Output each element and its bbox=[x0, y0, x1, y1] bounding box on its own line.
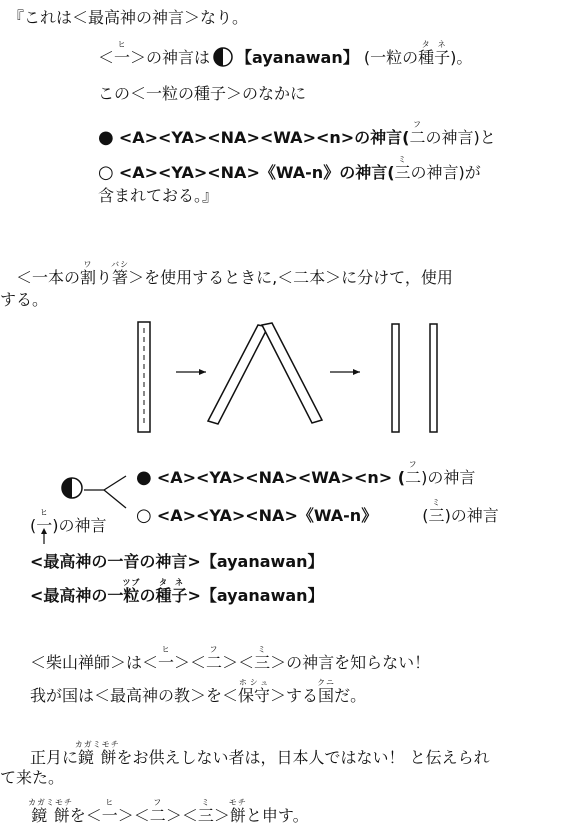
kagami-line-3: 鏡餅カガミモチを＜一ヒ＞＜二フ＞＜三ミ＞餅モチと申す。 bbox=[28, 798, 309, 825]
text: の神言)と bbox=[425, 128, 496, 147]
ruby-san: 三ミ bbox=[197, 798, 214, 825]
branch-line-2: ○ <A><YA><NA>《WA-n》 (三ミ)の神言 bbox=[136, 498, 499, 526]
text: (一粒の bbox=[363, 48, 419, 67]
quote-line-1: 『これは＜最高神の神言＞なり。 bbox=[8, 8, 249, 27]
arrow-icon bbox=[176, 369, 206, 375]
arrow-icon bbox=[330, 369, 360, 375]
single-chopstick-icon bbox=[138, 322, 150, 432]
ruby-ichi: 一ヒ bbox=[36, 508, 53, 535]
shibayama-line-1: ＜柴山禅師＞は＜一ヒ＞＜二フ＞＜三ミ＞の神言を知らない！ bbox=[30, 645, 431, 672]
text: )。 bbox=[450, 48, 473, 67]
ruby-ichi: 一ヒ bbox=[114, 40, 131, 67]
text: の神言)が bbox=[410, 163, 481, 182]
hashi-line-2: する。 bbox=[0, 290, 49, 309]
ruby-ichi: 一ヒ bbox=[101, 798, 118, 825]
ruby-wari: 割ワ bbox=[80, 260, 97, 287]
text: ＜ bbox=[98, 48, 115, 67]
quote-line-2 bbox=[98, 40, 472, 68]
name-line-1: <最高神の一音の神言>【ayanawan】 bbox=[30, 552, 324, 571]
half-circle-icon bbox=[62, 478, 82, 498]
ruby-hoshu: 保守ホシュ bbox=[238, 678, 271, 705]
ruby-san: 三ミ bbox=[254, 645, 271, 672]
branch-left-label: (一ヒ)の神言 bbox=[30, 508, 107, 535]
ruby-tane: 種子タネ bbox=[155, 578, 188, 605]
ruby-kagami: 鏡餅カガミモチ bbox=[74, 740, 120, 767]
ruby-mochi: 餅モチ bbox=[228, 798, 247, 825]
kagami-line-1: 正月に鏡餅カガミモチをお供えしない者は，日本人ではない！ と伝えられ bbox=[30, 740, 490, 767]
ruby-ni: 二フ bbox=[206, 645, 223, 672]
half-circle-icon bbox=[213, 47, 233, 67]
kagami-line-2: て来た。 bbox=[0, 768, 65, 787]
hollow-circle-icon: ○ bbox=[98, 162, 114, 183]
splitting-chopstick-icon bbox=[208, 323, 322, 424]
ayanawan-label: 【ayanawan】 bbox=[236, 48, 359, 67]
hashi-line-1: ＜一本の割ワり箸バシ＞を使用するときに,＜二本＞に分けて，使用 bbox=[16, 260, 453, 287]
text: <A><YA><NA><WA><n>の神言( bbox=[118, 128, 410, 147]
branch-line-1: ● <A><YA><NA><WA><n> (二フ)の神言 bbox=[136, 460, 476, 488]
ruby-san: 三ミ bbox=[428, 498, 445, 525]
quote-line-5 bbox=[98, 155, 481, 183]
ruby-tsubu: 粒ツブ bbox=[122, 578, 141, 605]
quote-line-3: この＜一粒の種子＞のなかに bbox=[98, 84, 307, 103]
ruby-san: 三ミ bbox=[394, 155, 411, 182]
ruby-ni: 二フ bbox=[405, 460, 422, 487]
shibayama-line-2: 我が国は＜最高神の教＞を＜保守ホシュ＞する国クニだ。 bbox=[30, 678, 367, 705]
ruby-kuni: 国クニ bbox=[317, 678, 335, 705]
text: ＞の神言は bbox=[130, 48, 211, 67]
filled-circle-icon: ● bbox=[98, 127, 114, 148]
ruby-kagami: 鏡餅カガミモチ bbox=[28, 798, 73, 825]
ruby-ni: 二フ bbox=[409, 120, 426, 147]
quote-line-6: 含まれておる。』 bbox=[98, 186, 219, 205]
filled-circle-icon: ● bbox=[136, 467, 152, 488]
name-line-2: <最高神の一粒ツブの種子タネ>【ayanawan】 bbox=[30, 578, 324, 605]
quote-line-4 bbox=[98, 120, 496, 148]
ruby-ni: 二フ bbox=[149, 798, 166, 825]
text: <A><YA><NA>《WA-n》の神言( bbox=[118, 163, 395, 182]
ruby-tane: 種子タネ bbox=[418, 40, 451, 67]
ruby-hashi: 箸バシ bbox=[111, 260, 130, 287]
ruby-ichi: 一ヒ bbox=[158, 645, 175, 672]
chopstick-diagram bbox=[0, 300, 581, 450]
hollow-circle-icon: ○ bbox=[136, 505, 152, 526]
two-chopsticks-icon bbox=[392, 324, 437, 432]
